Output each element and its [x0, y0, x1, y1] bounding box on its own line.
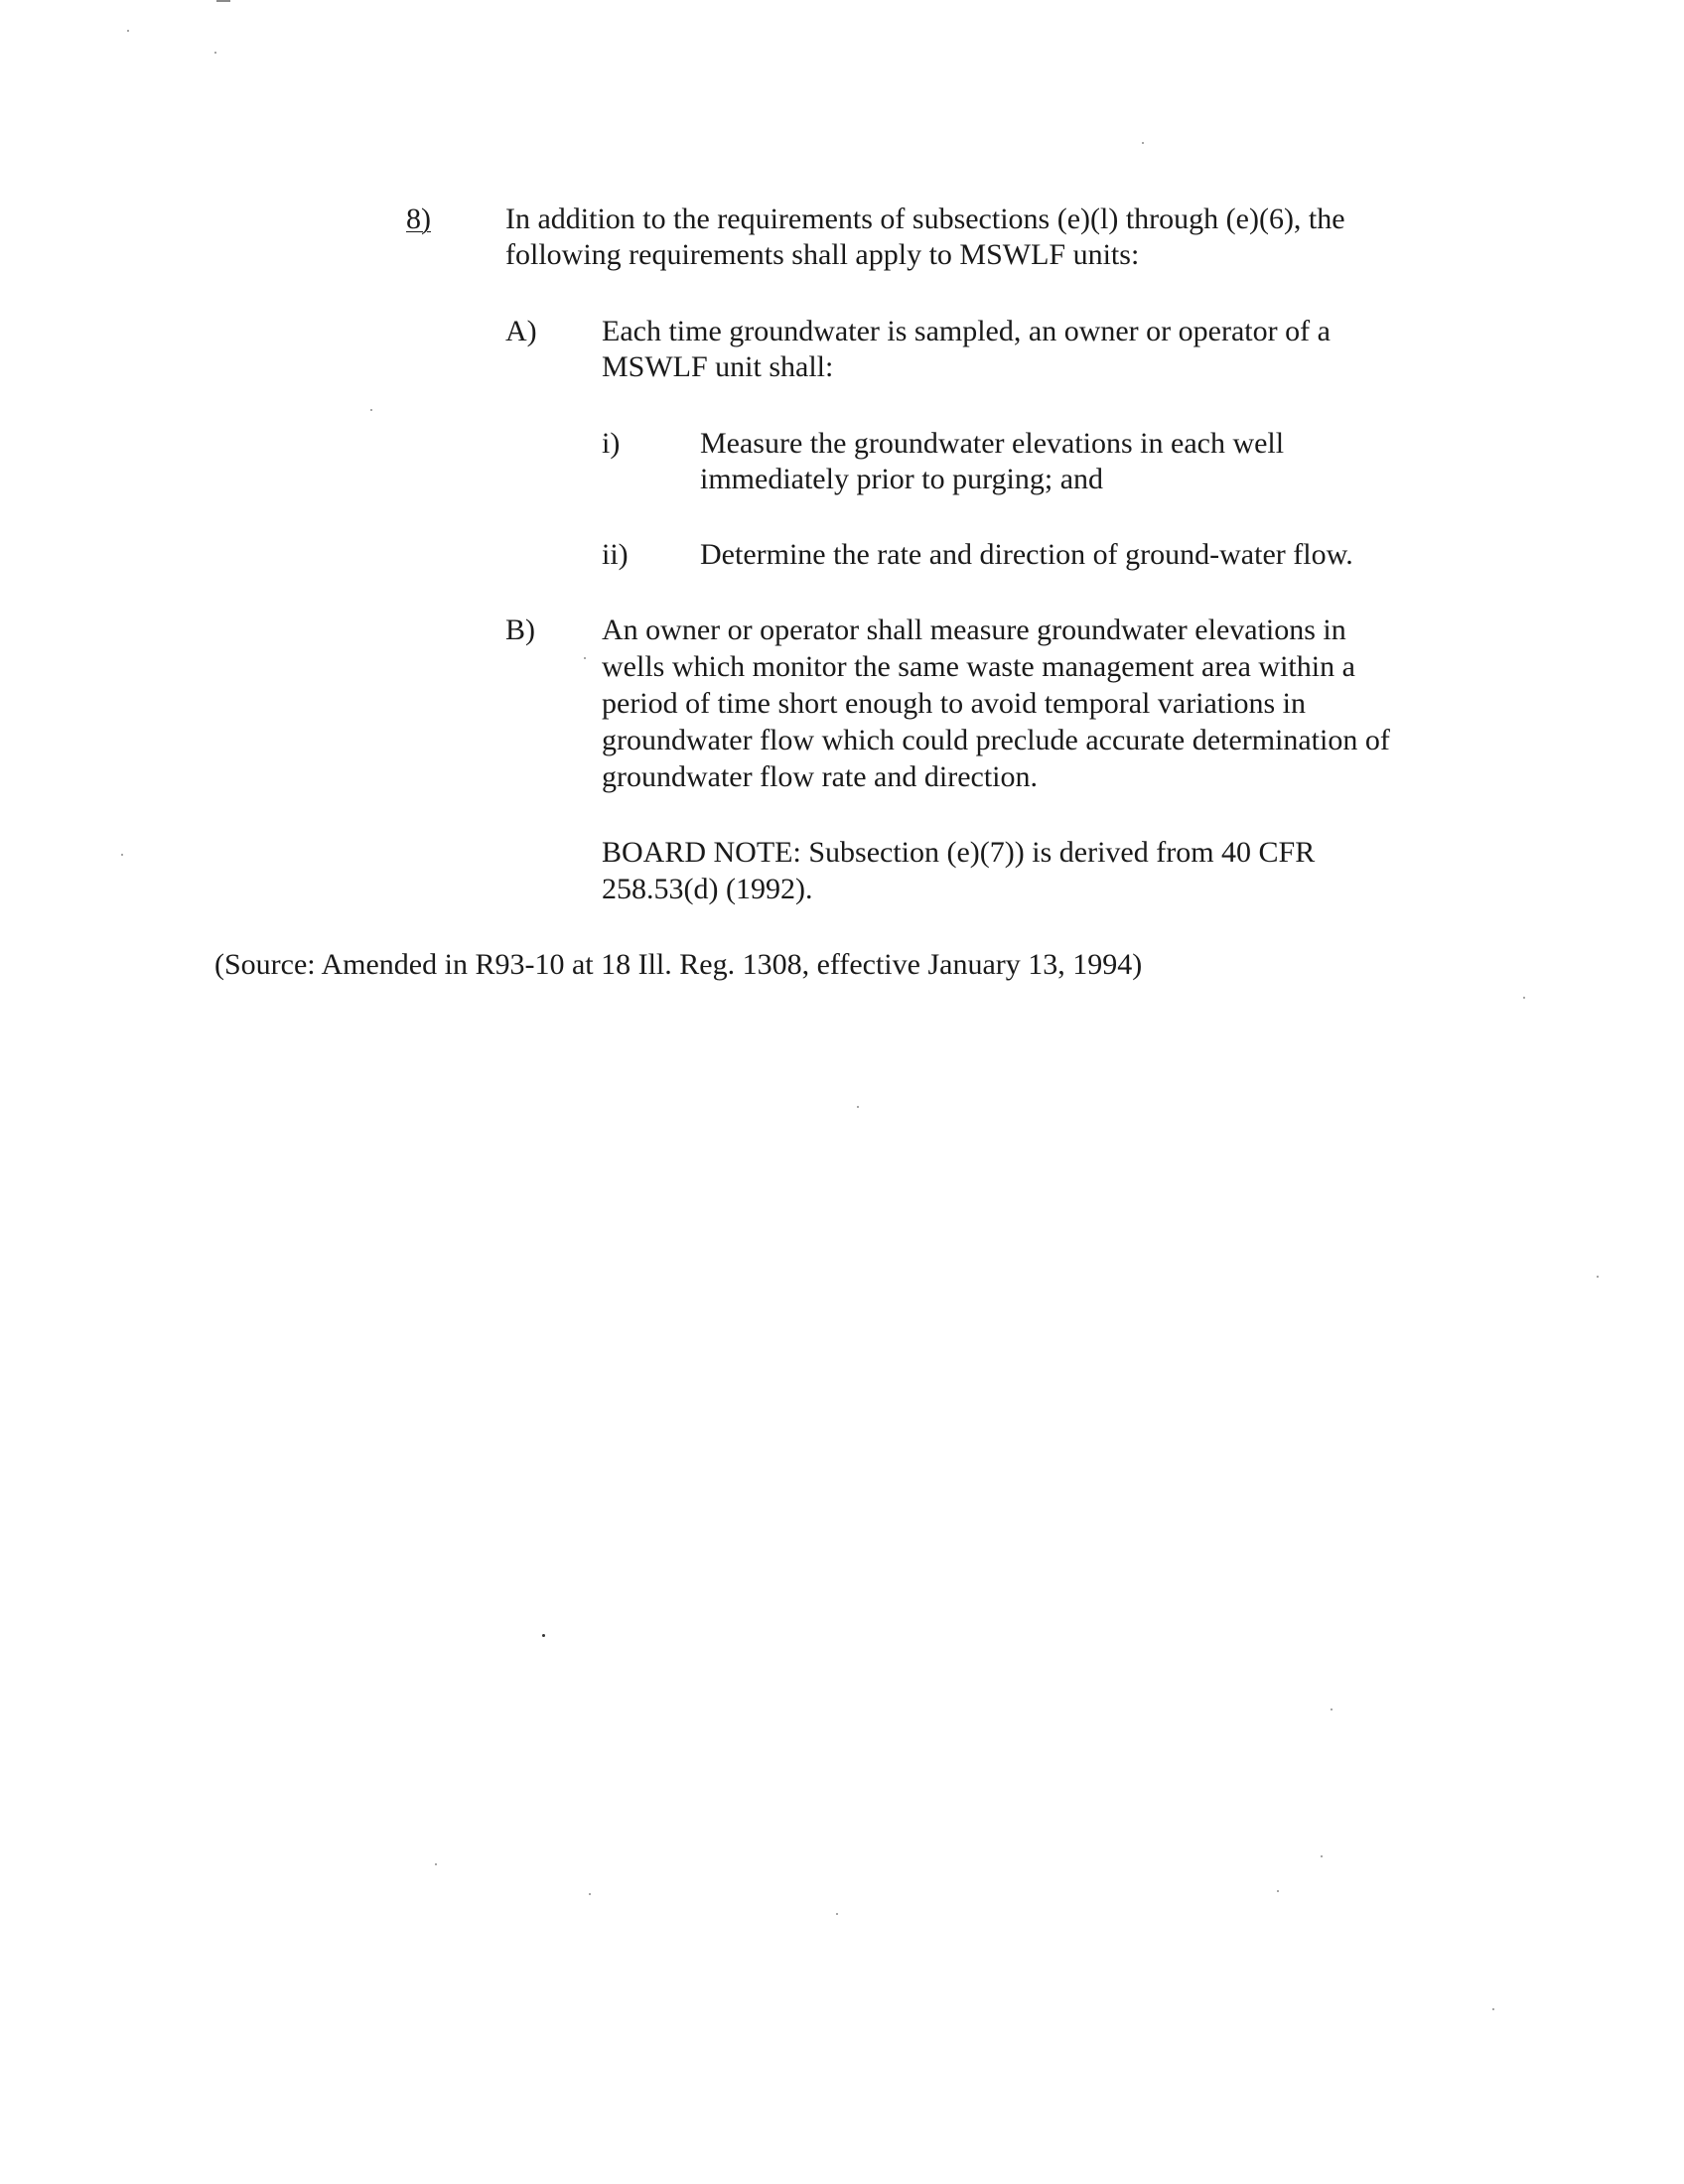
item-b-line-5: groundwater flow rate and direction.	[602, 760, 1038, 793]
item-b-line-4: groundwater flow which could preclude accurate determination of	[602, 724, 1390, 756]
item-ii-line-1: Determine the rate and direction of ground-water flow.	[700, 538, 1353, 571]
item-ii-marker: ii)	[602, 538, 629, 571]
scan-speck	[1331, 1708, 1333, 1710]
item-i-line-2: immediately prior to purging; and	[700, 463, 1104, 495]
item-8-line-2: following requirements shall apply to MSWLF units:	[505, 238, 1140, 271]
item-b-line-2: wells which monitor the same waste management area within a	[602, 650, 1355, 683]
scan-speck	[214, 52, 216, 54]
scan-speck	[216, 0, 230, 2]
item-b-line-1: An owner or operator shall measure groundwater elevations in	[602, 614, 1346, 646]
item-b-line-3: period of time short enough to avoid temporal variations in	[602, 687, 1307, 720]
scan-speck	[1277, 1890, 1279, 1892]
item-i-line-1: Measure the groundwater elevations in each well	[700, 427, 1285, 460]
item-i-marker: i)	[602, 427, 621, 460]
scan-speck	[1321, 1855, 1323, 1857]
item-a-line-2: MSWLF unit shall:	[602, 350, 834, 383]
scan-speck	[1142, 142, 1144, 144]
scan-speck	[857, 1106, 859, 1108]
scan-speck	[121, 854, 123, 856]
source-note: (Source: Amended in R93-10 at 18 Ill. Reg. 1308, effective January 13, 1994)	[214, 948, 1143, 981]
scan-speck	[1597, 1276, 1599, 1278]
scan-speck	[542, 1634, 545, 1637]
scan-speck	[584, 657, 586, 659]
scan-speck	[370, 409, 372, 411]
board-note-line-1: BOARD NOTE: Subsection (e)(7)) is derived from 40 CFR	[602, 836, 1316, 869]
board-note-line-2: 258.53(d) (1992).	[602, 873, 813, 905]
scan-speck	[435, 1863, 437, 1865]
scan-speck	[589, 1893, 591, 1895]
scan-speck	[1492, 2008, 1494, 2010]
scan-speck	[836, 1913, 838, 1915]
scan-speck	[127, 30, 129, 32]
item-b-marker: B)	[505, 614, 535, 646]
item-8-marker: 8)	[406, 203, 431, 235]
scan-speck	[1523, 997, 1525, 999]
item-a-line-1: Each time groundwater is sampled, an owner or operator of a	[602, 315, 1331, 347]
item-8-line-1: In addition to the requirements of subsections (e)(l) through (e)(6), the	[505, 203, 1345, 235]
item-a-marker: A)	[505, 315, 537, 347]
